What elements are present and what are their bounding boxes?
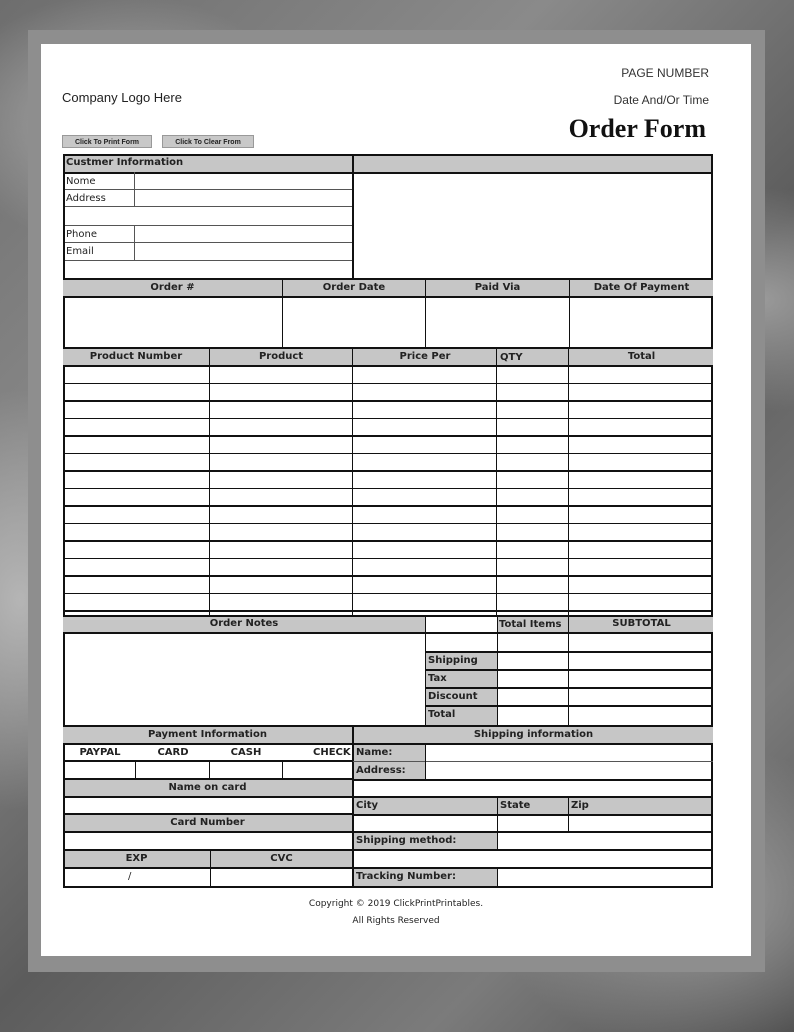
product-cell[interactable]	[210, 577, 352, 592]
company-logo-placeholder: Company Logo Here	[62, 90, 182, 105]
product-number-cell[interactable]	[65, 385, 209, 400]
city-label: City	[356, 800, 379, 811]
card-label: CARD	[157, 747, 189, 758]
product-number-cell[interactable]	[65, 402, 209, 417]
customer-name-field[interactable]	[135, 173, 352, 189]
order-number-field[interactable]	[65, 298, 281, 346]
copyright-text: Copyright © 2019 ClickPrintPrintables.	[308, 899, 484, 909]
city-field[interactable]	[354, 816, 496, 831]
price-per-cell[interactable]	[353, 455, 496, 470]
grand-total-field[interactable]	[498, 707, 711, 724]
zip-label: Zip	[571, 800, 589, 811]
tax-label: Tax	[428, 673, 447, 684]
price-per-cell[interactable]	[353, 490, 496, 505]
customer-notes-field[interactable]	[354, 174, 711, 278]
qty-cell[interactable]	[497, 385, 568, 400]
total-cell[interactable]	[569, 367, 711, 382]
card-number-label: Card Number	[170, 817, 245, 828]
ship-address-field[interactable]	[426, 763, 711, 778]
card-number-field[interactable]	[65, 833, 352, 848]
order-notes-header: Order Notes	[209, 618, 279, 629]
qty-cell[interactable]	[497, 455, 568, 470]
tax-field[interactable]	[498, 671, 711, 686]
total-cell[interactable]	[569, 560, 711, 575]
product-header: Product	[258, 351, 304, 362]
product-number-cell[interactable]	[65, 525, 209, 540]
total-cell[interactable]	[569, 385, 711, 400]
price-per-cell[interactable]	[353, 560, 496, 575]
discount-label: Discount	[428, 691, 478, 702]
product-number-header: Product Number	[89, 351, 183, 362]
subtotal-label: SUBTOTAL	[612, 618, 671, 629]
product-number-cell[interactable]	[65, 472, 209, 487]
qty-cell[interactable]	[497, 490, 568, 505]
ship-name-field[interactable]	[426, 745, 711, 760]
customer-info-heading: Custmer Information	[66, 157, 184, 168]
subtotal-field[interactable]	[569, 634, 711, 650]
card-checkbox[interactable]	[136, 762, 208, 777]
paid-via-field[interactable]	[427, 298, 568, 346]
cvc-label: CVC	[270, 853, 293, 864]
exp-separator: /	[128, 871, 132, 882]
qty-cell[interactable]	[497, 595, 568, 610]
order-form-page	[41, 44, 751, 956]
product-number-cell[interactable]	[65, 490, 209, 505]
exp-field[interactable]	[65, 869, 209, 886]
shipping-label: Shipping	[428, 655, 478, 666]
total-cell[interactable]	[569, 402, 711, 417]
qty-cell[interactable]	[497, 367, 568, 382]
product-number-cell[interactable]	[65, 577, 209, 592]
total-cell[interactable]	[569, 455, 711, 470]
page-number: PAGE NUMBER	[621, 66, 709, 80]
cash-checkbox[interactable]	[210, 762, 281, 777]
page-title: Order Form	[568, 114, 706, 143]
product-cell[interactable]	[210, 420, 352, 435]
qty-cell[interactable]	[497, 507, 568, 522]
name-on-card-field[interactable]	[65, 798, 352, 813]
total-items-field[interactable]	[498, 634, 567, 650]
paypal-checkbox[interactable]	[65, 762, 134, 777]
product-cell[interactable]	[210, 472, 352, 487]
qty-cell[interactable]	[497, 525, 568, 540]
discount-field[interactable]	[498, 689, 711, 704]
total-cell[interactable]	[569, 490, 711, 505]
price-per-header: Price Per	[399, 351, 451, 362]
shipping-info-heading: Shipping information	[473, 729, 594, 740]
price-per-cell[interactable]	[353, 542, 496, 557]
total-cell[interactable]	[569, 420, 711, 435]
price-per-cell[interactable]	[353, 525, 496, 540]
product-number-cell[interactable]	[65, 455, 209, 470]
qty-cell[interactable]	[497, 402, 568, 417]
ship-address-line2-field[interactable]	[354, 781, 711, 796]
shipping-method-field[interactable]	[498, 833, 711, 848]
email-label: Email	[66, 246, 94, 257]
price-per-cell[interactable]	[353, 437, 496, 452]
qty-cell[interactable]	[497, 472, 568, 487]
product-cell[interactable]	[210, 402, 352, 417]
product-cell[interactable]	[210, 507, 352, 522]
order-form-grid	[63, 154, 713, 888]
order-date-field[interactable]	[284, 298, 424, 346]
product-cell[interactable]	[210, 525, 352, 540]
address-label: Address	[66, 193, 106, 204]
qty-cell[interactable]	[497, 420, 568, 435]
qty-cell[interactable]	[497, 437, 568, 452]
shipping-cost-field[interactable]	[498, 653, 711, 668]
product-cell[interactable]	[210, 490, 352, 505]
date-of-payment-field[interactable]	[571, 298, 711, 346]
order-notes-field[interactable]	[65, 634, 424, 724]
date-of-payment-header: Date Of Payment	[593, 282, 690, 293]
customer-email-field[interactable]	[135, 243, 352, 259]
total-header: Total	[627, 351, 656, 362]
total-cell[interactable]	[569, 577, 711, 592]
total-cell[interactable]	[569, 507, 711, 522]
product-number-cell[interactable]	[65, 595, 209, 610]
cvc-field[interactable]	[212, 869, 351, 886]
total-label: Total	[428, 709, 456, 720]
product-number-cell[interactable]	[65, 420, 209, 435]
product-cell[interactable]	[210, 437, 352, 452]
customer-address-line2-field[interactable]	[63, 207, 352, 225]
check-checkbox[interactable]	[283, 762, 351, 777]
price-per-cell[interactable]	[353, 420, 496, 435]
shipping-extra-field[interactable]	[354, 851, 711, 866]
name-on-card-label: Name on card	[168, 782, 247, 793]
qty-cell[interactable]	[497, 542, 568, 557]
product-cell[interactable]	[210, 385, 352, 400]
product-number-cell[interactable]	[65, 437, 209, 452]
rights-text: All Rights Reserved	[352, 916, 440, 926]
total-cell[interactable]	[569, 437, 711, 452]
qty-cell[interactable]	[497, 560, 568, 575]
cash-label: CASH	[230, 747, 262, 758]
price-per-cell[interactable]	[353, 595, 496, 610]
price-per-cell[interactable]	[353, 472, 496, 487]
total-cell[interactable]	[569, 542, 711, 557]
product-number-cell[interactable]	[65, 542, 209, 557]
price-per-cell[interactable]	[353, 367, 496, 382]
product-cell[interactable]	[210, 560, 352, 575]
product-number-cell[interactable]	[65, 367, 209, 382]
price-per-cell[interactable]	[353, 402, 496, 417]
tracking-number-label: Tracking Number:	[356, 871, 456, 882]
print-form-button[interactable]: Click To Print Form	[62, 135, 152, 148]
clear-form-button[interactable]: Click To Clear From	[162, 135, 254, 148]
total-cell[interactable]	[569, 472, 711, 487]
qty-header: QTY	[500, 352, 523, 363]
state-label: State	[500, 800, 531, 811]
price-per-cell[interactable]	[353, 507, 496, 522]
price-per-cell[interactable]	[353, 385, 496, 400]
state-field[interactable]	[498, 816, 567, 831]
shipping-method-label: Shipping method:	[356, 835, 457, 846]
paypal-label: PAYPAL	[79, 747, 121, 758]
product-cell[interactable]	[210, 367, 352, 382]
customer-phone-field[interactable]	[135, 226, 352, 242]
order-date-header: Order Date	[322, 282, 386, 293]
qty-cell[interactable]	[497, 577, 568, 592]
paid-via-header: Paid Via	[474, 282, 521, 293]
date-time: Date And/Or Time	[613, 93, 709, 107]
check-label: CHECK	[313, 747, 351, 758]
price-per-cell[interactable]	[353, 577, 496, 592]
name-label: Nome	[66, 176, 96, 187]
payment-info-heading: Payment Information	[148, 729, 267, 740]
product-cell[interactable]	[210, 455, 352, 470]
total-cell[interactable]	[569, 525, 711, 540]
phone-label: Phone	[66, 229, 97, 240]
order-number-header: Order #	[150, 282, 195, 293]
total-items-label: Total Items	[499, 619, 562, 630]
exp-label: EXP	[125, 853, 148, 864]
product-number-cell[interactable]	[65, 507, 209, 522]
ship-name-label: Name:	[356, 747, 393, 758]
tracking-number-field[interactable]	[498, 869, 711, 886]
product-cell[interactable]	[210, 595, 352, 610]
product-number-cell[interactable]	[65, 560, 209, 575]
ship-address-label: Address:	[356, 765, 406, 776]
customer-address-field[interactable]	[135, 190, 352, 206]
city-state-zip-bar	[354, 798, 711, 814]
total-cell[interactable]	[569, 595, 711, 610]
zip-field[interactable]	[569, 816, 711, 831]
product-cell[interactable]	[210, 542, 352, 557]
